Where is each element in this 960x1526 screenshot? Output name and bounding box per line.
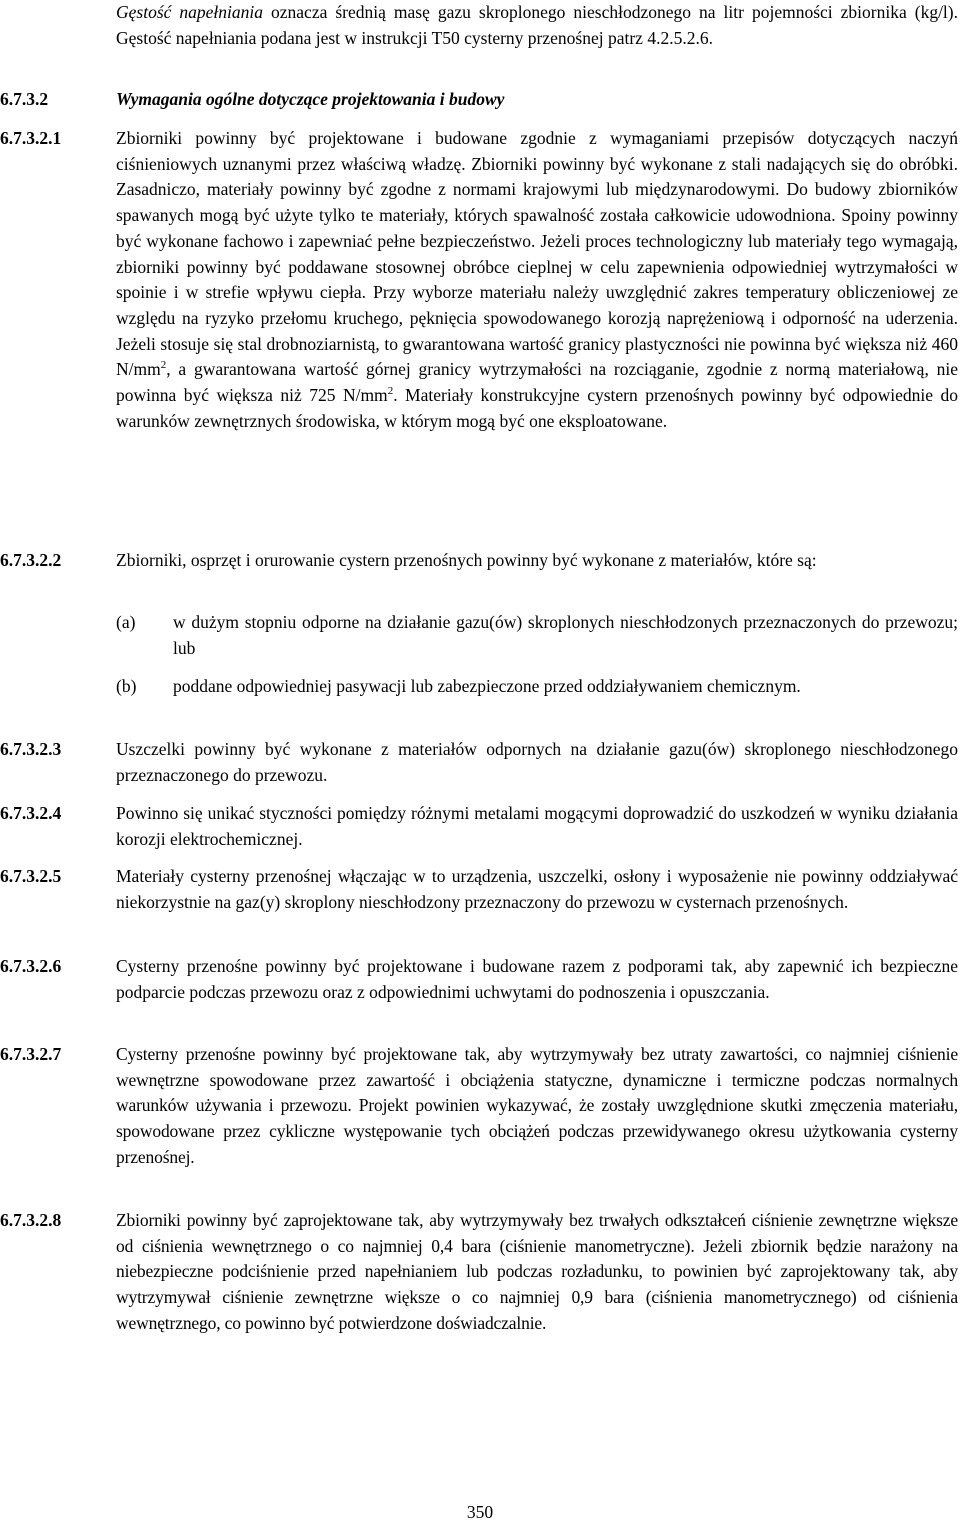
clause-text: Cysterny przenośne powinny być projektowane i budowane razem z podporami tak, aby zapewnić ich bezpieczne podparcie podczas przewozu oraz z odpowiednimi uchwytami do podnoszenia i opuszczania. <box>116 956 958 1002</box>
clause-text: Uszczelki powinny być wykonane z materiałów odpornych na działanie gazu(ów) skroplonego nieschłodzonego przeznaczonego do przewozu. <box>116 739 958 785</box>
clause-number: 6.7.3.2.4 <box>0 803 62 823</box>
clause-6-7-3-2-6 <box>0 954 958 1005</box>
clause-number: 6.7.3.2.1 <box>0 128 62 148</box>
section-heading-number: 6.7.3.2 <box>0 89 49 109</box>
clause-6-7-3-2-2 <box>0 548 958 574</box>
page-number: 350 <box>466 1502 494 1522</box>
clause-number: 6.7.3.2.2 <box>0 550 62 570</box>
clause-number: 6.7.3.2.7 <box>0 1044 62 1064</box>
clause-number: 6.7.3.2.5 <box>0 866 62 886</box>
list-item-label: (b) <box>116 676 137 696</box>
section-heading-title: Wymagania ogólne dotyczące projektowania i budowy <box>116 89 505 109</box>
clause-6-7-3-2-4 <box>0 801 958 852</box>
clause-6-7-3-2-3 <box>0 737 958 788</box>
section-heading <box>0 87 958 113</box>
clause-6-7-3-2-1 <box>0 126 958 434</box>
clause-text: Cysterny przenośne powinny być projektowane tak, aby wytrzymywały bez utraty zawartości, co najmniej ciśnienie wewnętrzne spowodowane przez zawartość i obciążenia statyczne, dynamiczne i termiczne podczas normalnych warunków używania i przewozu. Projekt powinien wykazywać, że zostały uwzględnione skutki zmęczenia materiału, spowodowane przez cykliczne występowanie tych obciążeń podczas przewidywanego okresu użytkowania cysterny przenośnej. <box>116 1044 958 1167</box>
clause-text: Powinno się unikać styczności pomiędzy różnymi metalami mogącymi doprowadzić do uszkodzeń w wyniku działania korozji elektrochemicznej. <box>116 803 958 849</box>
clause-text: Materiały cysterny przenośnej włączając w to urządzenia, uszczelki, osłony i wyposażenie nie powinny oddziaływać niekorzystnie na gaz(y) skroplony nieschłodzony przeznaczony do przewozu w cysternach przenośnych. <box>116 866 958 912</box>
list-item-b <box>0 674 958 700</box>
clause-text: Zbiorniki powinny być projektowane i budowane zgodnie z wymaganiami przepisów dotyczących naczyń ciśnieniowych uznanymi przez właściwą władzę. Zbiorniki powinny być wykonane z stali nadających się do obróbki. Zasadniczo, materiały powinny być zgodne z normami krajowymi lub międzynarodowymi. Do budowy zbiorników spawanych mogą być użyte tylko te materiały, których spawalność została całkowicie udowodniona. Spoiny powinny być wykonane fachowo i zapewniać pełne bezpieczeństwo. Jeżeli proces technologiczny lub materiały tego wymagają, zbiorniki powinny być poddawane stosownej obróbce cieplnej w celu zapewnienia odpowiedniej wytrzymałości w spoinie i w strefie wpływu ciepła. Przy wyborze materiału należy uwzględnić zakres temperatury obliczeniowej ze względu na ryzyko przełomu kruchego, pęknięcia spowodowanego korozją naprężeniową i odporność na uderzenia. Jeżeli stosuje się stal drobnoziarnistą, to gwarantowana wartość granicy plastyczności nie powinna być większa niż 460 $N/mm^2$, a gwarantowana wartość górnej granicy wytrzymałości na rozciąganie, zgodnie z normą materiałową, nie powinna być większa niż 725 $N/mm^2$. Materiały konstrukcyjne cystern przenośnych powinny być odpowiednie do warunków zewnętrznych środowiska, w którym mogą być one eksploatowane. <box>116 128 958 431</box>
superscript-exponent: 2 <box>160 359 167 372</box>
list-item-text: w dużym stopniu odporne na działanie gazu(ów) skroplonych nieschłodzonych przeznaczonych do przewozu; lub <box>173 612 958 658</box>
clause-number: 6.7.3.2.6 <box>0 956 62 976</box>
superscript-exponent: 2 <box>387 385 394 398</box>
clause-text: Zbiorniki, osprzęt i orurowanie cystern przenośnych powinny być wykonane z materiałów, które są: <box>116 550 817 570</box>
clause-6-7-3-2-5 <box>0 864 958 915</box>
clause-number: 6.7.3.2.8 <box>0 1210 62 1230</box>
intro-paragraph <box>0 0 958 51</box>
clause-number: 6.7.3.2.3 <box>0 739 62 759</box>
intro-text: oznacza średnią masę gazu skroplonego nieschłodzonego na litr pojemności zbiornika (kg/l). Gęstość napełniania podana jest w instrukcji T50 cysterny przenośnej patrz 4.2.5.2.6. <box>116 2 958 48</box>
clause-6-7-3-2-7 <box>0 1042 958 1171</box>
list-item-label: (a) <box>116 612 136 632</box>
clause-text: Zbiorniki powinny być zaprojektowane tak, aby wytrzymywały bez trwałych odkształceń ciśnienie zewnętrzne większe od ciśnienia wewnętrznego o co najmniej 0,4 bara (ciśnienie manometryczne). Jeżeli zbiornik będzie narażony na niebezpieczne podciśnienie przed napełnianiem lub podczas rozładunku, to powinien być zaprojektowany tak, aby wytrzymywał ciśnienie zewnętrzne większe o co najmniej 0,9 bara (ciśnienia manometrycznego) od ciśnienia wewnętrznego, co powinno być potwierdzone doświadczalnie. <box>116 1210 958 1333</box>
clause-6-7-3-2-8 <box>0 1208 958 1337</box>
list-item-a <box>0 610 958 661</box>
list-item-text: poddane odpowiedniej pasywacji lub zabezpieczone przed oddziaływaniem chemicznym. <box>173 676 801 696</box>
intro-term: Gęstość napełniania <box>116 2 264 22</box>
